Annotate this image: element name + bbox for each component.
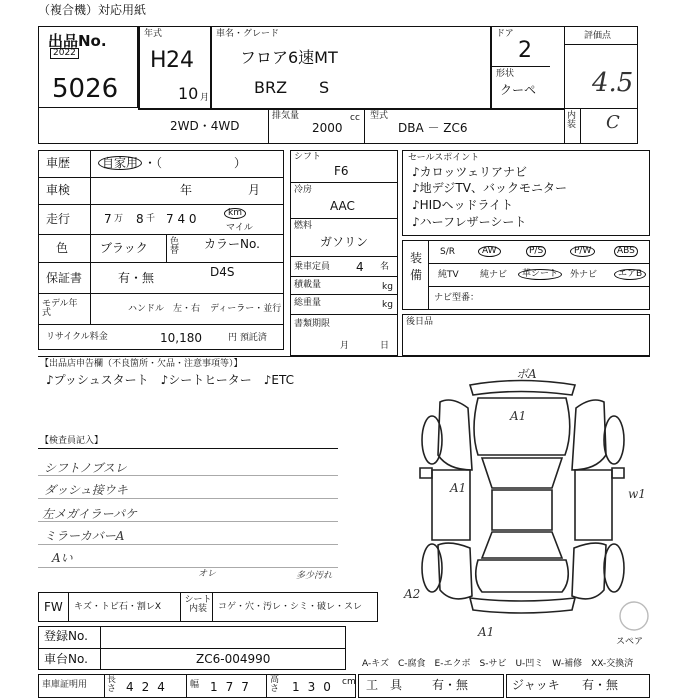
lot-number: 5026 bbox=[52, 74, 119, 104]
deadline-label: 書類期限 bbox=[294, 319, 331, 329]
sales-point-3: ♪HIDヘッドライト bbox=[412, 198, 514, 212]
equip-ext-navi: 外ナビ bbox=[570, 270, 598, 280]
history-selected: 自家用 bbox=[98, 156, 142, 170]
model-line1: フロア6速MT bbox=[240, 48, 338, 67]
tools-label: 工 具 bbox=[366, 678, 403, 692]
ac-label: 冷房 bbox=[294, 185, 313, 195]
tools-value: 有・無 bbox=[432, 678, 469, 692]
shift-label: シフト bbox=[294, 152, 322, 162]
capacity-unit: 名 bbox=[380, 262, 390, 272]
displacement-value: 2000 bbox=[312, 121, 343, 135]
mileage-sen-unit: 千 bbox=[146, 214, 156, 224]
interior-label: 内装 bbox=[567, 111, 577, 130]
recycle-unit: 円 預託済 bbox=[228, 333, 267, 343]
score-value: 4.5 bbox=[592, 68, 634, 98]
shape-value: クーペ bbox=[500, 83, 537, 97]
inspection-label: 車検 bbox=[46, 183, 71, 197]
dealer: ディーラー・並行 bbox=[210, 304, 282, 314]
width-value: 177 bbox=[210, 680, 257, 694]
year-month-unit: 月 bbox=[200, 93, 210, 103]
displacement-unit: cc bbox=[350, 113, 360, 123]
history-label: 車歴 bbox=[46, 156, 71, 170]
mileage-man: 7 bbox=[104, 212, 112, 226]
mileage-man-unit: 万 bbox=[114, 214, 124, 224]
score-label: 評価点 bbox=[584, 31, 612, 41]
type-label: 型式 bbox=[370, 111, 389, 121]
year-month: 10 bbox=[178, 84, 199, 103]
capacity-label: 乗車定員 bbox=[294, 262, 331, 272]
warranty-label: 保証書 bbox=[46, 271, 83, 285]
mileage-mile: マイル bbox=[226, 223, 253, 233]
later-date-label: 後日品 bbox=[406, 317, 434, 327]
mileage-km: km bbox=[224, 208, 246, 219]
load-unit: kg bbox=[382, 282, 393, 292]
diagram-mark-rear-left: A2 bbox=[404, 587, 421, 601]
diagram-mark-left: A1 bbox=[450, 481, 467, 495]
sales-point-2: ♪地デジTV、バックモニター bbox=[412, 181, 567, 195]
diagram-mark-bumper: ボA bbox=[516, 367, 537, 381]
mileage-rest: 7 4 0 bbox=[166, 212, 197, 226]
notes-text: ♪プッシュスタート ♪シートヒーター ♪ETC bbox=[46, 373, 295, 387]
certificate-label: 車庫証明用 bbox=[42, 680, 88, 690]
equip-navi: 純ナビ bbox=[480, 270, 508, 280]
model-label: 車名・グレード bbox=[216, 29, 280, 39]
fuel-value: ガソリン bbox=[320, 235, 369, 249]
equip-abs: ABS bbox=[614, 246, 638, 257]
shift-value: F6 bbox=[334, 164, 349, 178]
equip-pw: P/W bbox=[570, 246, 595, 257]
diagram-mark-rear: A1 bbox=[478, 625, 495, 639]
load-label: 積載量 bbox=[294, 280, 322, 290]
jack-label: ジャッキ bbox=[512, 678, 560, 692]
handle: ハンドル 左・右 bbox=[128, 304, 201, 314]
color-value: ブラック bbox=[100, 241, 148, 255]
fuel-label: 燃料 bbox=[294, 221, 313, 231]
scratch-types: キズ・トビ石・割レX bbox=[74, 602, 161, 612]
color-code: D4S bbox=[210, 265, 235, 279]
length-label: 長さ bbox=[107, 675, 117, 694]
ac-value: AAC bbox=[330, 199, 355, 213]
lot-label: 出品No. bbox=[48, 32, 107, 50]
cm-unit: cm bbox=[342, 677, 356, 687]
recycle-label: リサイクル料金 bbox=[46, 332, 108, 342]
model-line2: BRZ S bbox=[254, 78, 330, 97]
diagram-mark-right: w1 bbox=[628, 487, 646, 501]
interior-score: C bbox=[606, 112, 620, 133]
drive-type: 2WD・4WD bbox=[170, 119, 240, 133]
inspector-note-4: ミラーカバーA bbox=[44, 529, 125, 543]
year-era: H bbox=[150, 48, 167, 73]
inspection-month-unit: 月 bbox=[248, 183, 261, 197]
equip-aw: AW bbox=[478, 246, 501, 257]
inspection-year-unit: 年 bbox=[180, 183, 193, 197]
equip-ps: P/S bbox=[526, 246, 546, 257]
spare-tire-icon bbox=[620, 602, 648, 630]
type-value: DBA － ZC6 bbox=[398, 121, 468, 135]
weight-unit: kg bbox=[382, 300, 393, 310]
inspector-label: 【検査員記入】 bbox=[40, 436, 104, 446]
jack-value: 有・無 bbox=[582, 678, 619, 692]
history-rest: ・（ ） bbox=[144, 156, 247, 170]
seat-condition-types: コゲ・穴・汚レ・シミ・破レ・スレ bbox=[218, 602, 363, 612]
later-date-box bbox=[402, 314, 650, 356]
deadline-month: 月 bbox=[340, 341, 350, 351]
deadline-day: 日 bbox=[380, 341, 390, 351]
width-label: 幅 bbox=[190, 680, 200, 690]
equip-sr: S/R bbox=[440, 247, 455, 257]
notes-label: 【出品店申告欄（不良箇所・欠品・注意事項等）】 bbox=[40, 359, 243, 369]
length-value: 424 bbox=[126, 680, 173, 694]
height-label: 高さ bbox=[270, 675, 280, 694]
sales-point-1: ♪カロッツェリアナビ bbox=[412, 165, 527, 179]
damage-legend: A-キズ C-腐食 E-エクボ S-サビ U-凹ミ W-補修 XX-交換済 bbox=[362, 659, 634, 669]
door-label: ドア bbox=[496, 29, 514, 39]
hand-note: 多少汚れ bbox=[296, 571, 333, 581]
fw-label: FW bbox=[44, 600, 63, 614]
mileage-label: 走行 bbox=[46, 212, 71, 226]
weight-label: 総重量 bbox=[294, 298, 322, 308]
color-code-label: カラーNo. bbox=[204, 237, 260, 251]
diagram-mark-hood: A1 bbox=[510, 409, 527, 423]
lot-stamp: 2022 bbox=[50, 48, 79, 59]
inspector-note-2: ダッシュ接ウキ bbox=[44, 483, 128, 497]
inspector-note-1: シフトノブスレ bbox=[44, 461, 127, 475]
spare-label: スペア bbox=[616, 637, 644, 647]
inspector-note-5: Aい bbox=[52, 551, 73, 565]
recycle-value: 10,180 bbox=[160, 331, 202, 345]
displacement-label: 排気量 bbox=[272, 111, 300, 121]
door-value: 2 bbox=[518, 38, 532, 63]
height-value: 130 bbox=[292, 680, 339, 694]
equipment-label: 装備 bbox=[410, 251, 423, 282]
color-change-label: 色替 bbox=[170, 237, 180, 256]
navi-model-label: ナビ型番： bbox=[434, 293, 480, 303]
equip-tv: 純TV bbox=[438, 270, 459, 280]
chassis-value: ZC6-004990 bbox=[196, 652, 271, 666]
chassis-label: 車台No. bbox=[44, 652, 88, 666]
capacity-value: 4 bbox=[356, 260, 364, 274]
equip-airbag: エアB bbox=[614, 269, 646, 280]
year-value: 24 bbox=[166, 48, 194, 73]
inspector-note-3: 左メガイラーパケ bbox=[42, 507, 138, 521]
shape-label: 形状 bbox=[496, 69, 515, 79]
seat-label: シート内装 bbox=[184, 595, 212, 614]
hand-ore: オレ bbox=[198, 569, 217, 579]
sales-point-4: ♪ハーフレザーシート bbox=[412, 215, 527, 229]
warranty-value: 有・無 bbox=[118, 271, 155, 285]
equip-leather: 革シート bbox=[518, 269, 562, 280]
year-label: 年式 bbox=[144, 29, 163, 39]
reg-no-label: 登録No. bbox=[44, 629, 88, 643]
color-label: 色 bbox=[56, 241, 69, 255]
mileage-sen: 8 bbox=[136, 212, 144, 226]
form-header-note: （複合機）対応用紙 bbox=[38, 3, 147, 17]
sales-points-label: セールスポイント bbox=[408, 153, 480, 163]
model-year-label: モデル年式 bbox=[42, 299, 78, 318]
